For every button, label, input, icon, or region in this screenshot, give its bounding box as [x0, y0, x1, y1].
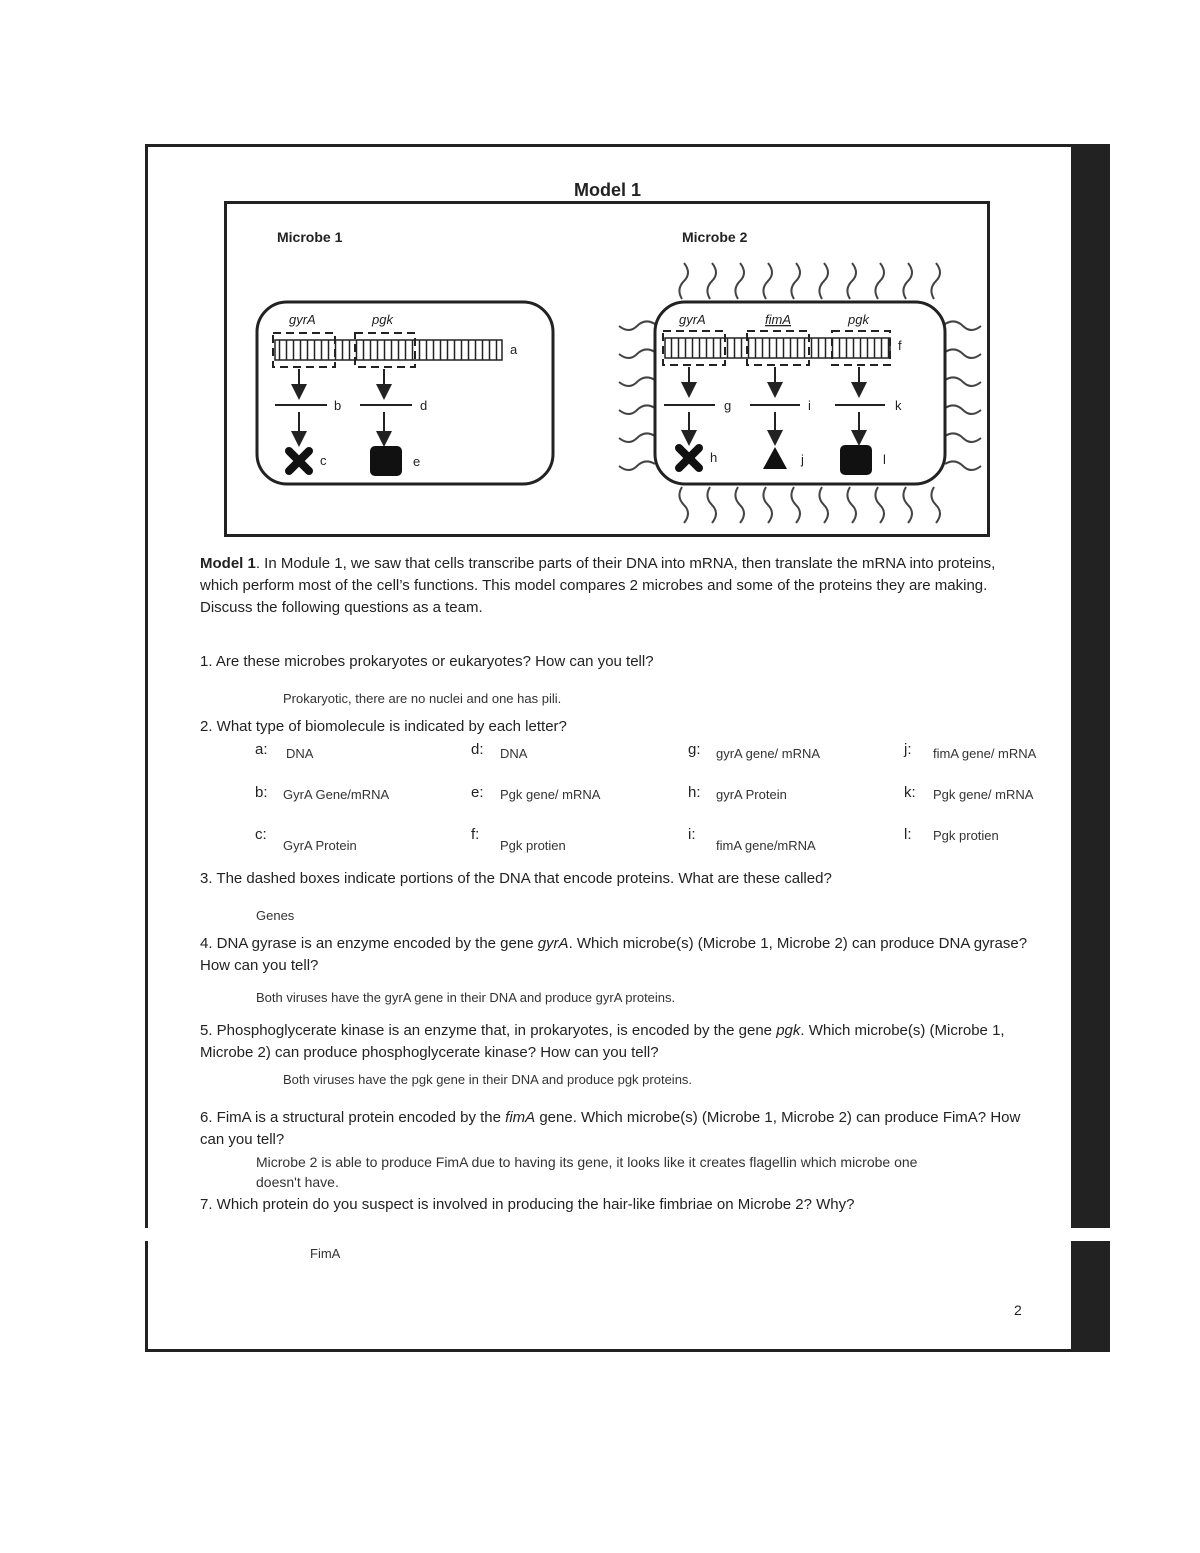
q6-text-a: 6. FimA is a structural protein encoded by the: [200, 1109, 506, 1126]
q4-question: [200, 933, 1030, 977]
label-c: c: [320, 453, 327, 468]
q2-letter: d:: [471, 741, 484, 758]
q2-letter: k:: [904, 784, 916, 801]
label-j: j: [801, 452, 804, 467]
microbe1-title: Microbe 1: [277, 229, 343, 245]
model-intro: [200, 553, 1030, 619]
q2-answer: fimA gene/mRNA: [716, 838, 816, 853]
intro-bold: Model 1: [200, 555, 256, 572]
q6-answer: Microbe 2 is able to produce FimA due to having its gene, it looks like it creates flagellin which microbe one doesn't have.: [256, 1154, 918, 1190]
label-a: a: [510, 342, 518, 357]
q6-text-b: gene. Which microbe(s) (Microbe 1, Microbe 2) can produce FimA? How can you tell?: [200, 1109, 1021, 1148]
q5-text-a: 5. Phosphoglycerate kinase is an enzyme that, in prokaryotes, is encoded by the gene: [200, 1022, 777, 1039]
q2-answer: GyrA Protein: [283, 838, 357, 853]
q2-answer: fimA gene/ mRNA: [933, 746, 1037, 761]
label-k: k: [895, 398, 902, 413]
q2-letter: g:: [688, 741, 701, 758]
microbe2-gene-gyrA: gyrA: [679, 312, 706, 327]
label-e: e: [413, 454, 421, 469]
right-margin-bar: [1071, 144, 1110, 1228]
label-g: g: [724, 398, 732, 413]
page-border-gap: [141, 1228, 149, 1241]
microbe2-gene-pgk: pgk: [848, 312, 869, 327]
label-i: i: [808, 398, 811, 413]
q2-letter: a:: [255, 741, 268, 758]
q2-answer: Pgk gene/ mRNA: [500, 787, 601, 802]
q2-letter: e:: [471, 784, 484, 801]
q2-letter: c:: [255, 826, 267, 843]
q2-letter: h:: [688, 784, 701, 801]
page-number: 2: [1014, 1302, 1022, 1318]
microbe2-gene-fimA: fimA: [765, 312, 791, 327]
microbe1-dna: [275, 340, 502, 360]
label-l: l: [883, 452, 886, 467]
q2-letter: i:: [688, 826, 696, 843]
q4-text-b: . Which microbe(s) (Microbe 1, Microbe 2) can produce DNA gyrase? How can you tell?: [200, 935, 1028, 974]
q2-answer: gyrA gene/ mRNA: [716, 746, 821, 761]
q3-answer: Genes: [256, 908, 295, 923]
q4-gene: gyrA: [537, 935, 569, 952]
q2-answer: gyrA Protein: [716, 787, 787, 802]
q2-answer: GyrA Gene/mRNA: [283, 787, 390, 802]
q7-answer: FimA: [310, 1246, 341, 1261]
microbe2-pgk-protein-square: [840, 445, 872, 475]
q2-letter: b:: [255, 784, 268, 801]
q1-answer: Prokaryotic, there are no nuclei and one has pili.: [283, 691, 562, 706]
label-f: f: [898, 338, 902, 353]
q4-text-a: 4. DNA gyrase is an enzyme encoded by the gene: [200, 935, 538, 952]
q2-letter: j:: [904, 741, 912, 758]
label-b: b: [334, 398, 342, 413]
microbe1-gene-gyrA: gyrA: [289, 312, 316, 327]
q3-question: 3. The dashed boxes indicate portions of the DNA that encode proteins. What are these called?: [200, 870, 832, 887]
label-d: d: [420, 398, 428, 413]
q5-answer: Both viruses have the pgk gene in their DNA and produce pgk proteins.: [283, 1072, 693, 1087]
label-h: h: [710, 450, 718, 465]
microbe1-gene-pgk: pgk: [372, 312, 393, 327]
q2-answer: DNA: [286, 746, 314, 761]
microbe2-dna: [665, 338, 890, 358]
q5-gene: pgk: [776, 1022, 801, 1039]
q2-answer: Pgk protien: [500, 838, 566, 853]
q2-question: 2. What type of biomolecule is indicated by each letter?: [200, 718, 567, 735]
intro-text: . In Module 1, we saw that cells transcribe parts of their DNA into mRNA, then translate the mRNA into proteins, which perform most of the cell’s functions. This model compares 2 microbes and some of the proteins they are making. Discuss the following questions as a team.: [200, 555, 996, 616]
q7-question: 7. Which protein do you suspect is involved in producing the hair-like fimbriae on Microbe 2? Why?: [200, 1196, 855, 1213]
microbe-diagram: [227, 204, 987, 534]
microbe1-pgk-protein-square: [370, 446, 402, 476]
q6-gene: fimA: [505, 1109, 536, 1126]
q2-answer: Pgk gene/ mRNA: [933, 787, 1034, 802]
model-figure: [224, 201, 990, 537]
right-margin-bar-lower: [1071, 1241, 1110, 1352]
model-title: Model 1: [573, 180, 641, 200]
q2-answer: Pgk protien: [933, 828, 999, 843]
q6-question: [200, 1107, 1030, 1151]
microbe1-gyrA-protein-x: [289, 451, 309, 471]
q2-letter: l:: [904, 826, 912, 843]
q1-question: 1. Are these microbes prokaryotes or eukaryotes? How can you tell?: [200, 653, 654, 670]
q5-question: [200, 1020, 1030, 1064]
q2-letter: f:: [471, 826, 480, 843]
microbe2-cell: [655, 302, 945, 484]
q5-text-b: . Which microbe(s) (Microbe 1, Microbe 2) can produce phosphoglycerate kinase? How can you tell?: [200, 1022, 1005, 1061]
q4-answer: Both viruses have the gyrA gene in their DNA and produce gyrA proteins.: [256, 990, 676, 1005]
q2-answer: DNA: [500, 746, 528, 761]
microbe2-title: Microbe 2: [682, 229, 748, 245]
